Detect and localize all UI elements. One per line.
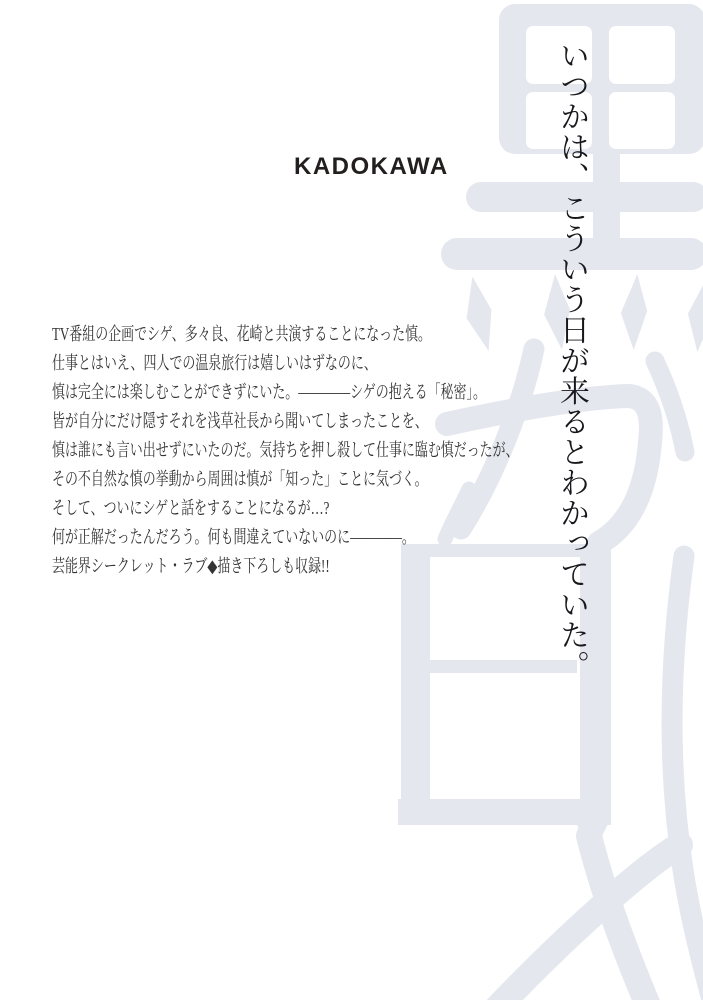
- synopsis-line: その不自然な慎の挙動から周囲は慎が「知った」ことに気づく。: [52, 469, 428, 489]
- synopsis-line: 仕事とはいえ、四人での温泉旅行は嬉しいはずなのに、: [52, 353, 377, 373]
- synopsis-line: 芸能界シークレット・ラブ◆描き下ろしも収録!!: [52, 556, 330, 576]
- synopsis-line: 何が正解だったんだろう。何も間違えていないのに――――。: [52, 527, 415, 547]
- synopsis-block: [52, 320, 692, 581]
- synopsis-line: TV番組の企画でシゲ、多々良、花崎と共演することになった慎。: [52, 324, 431, 344]
- synopsis-line: 慎は完全には楽しむことができずにいた。――――シゲの抱える「秘密」。: [52, 382, 486, 402]
- synopsis-line: 皆が自分にだけ隠すそれを浅草社長から聞いてしまったことを、: [52, 411, 428, 431]
- synopsis-line: 慎は誰にも言い出せずにいたのだ。気持ちを押し殺して仕事に臨む慎だったが、: [52, 440, 519, 460]
- publisher-logo: KADOKAWA: [294, 153, 449, 180]
- vertical-tagline: いつかは、こういう日が来るとわかっていた。: [555, 40, 588, 681]
- synopsis-line: そして、ついにシゲと話をすることになるが…?: [52, 498, 330, 518]
